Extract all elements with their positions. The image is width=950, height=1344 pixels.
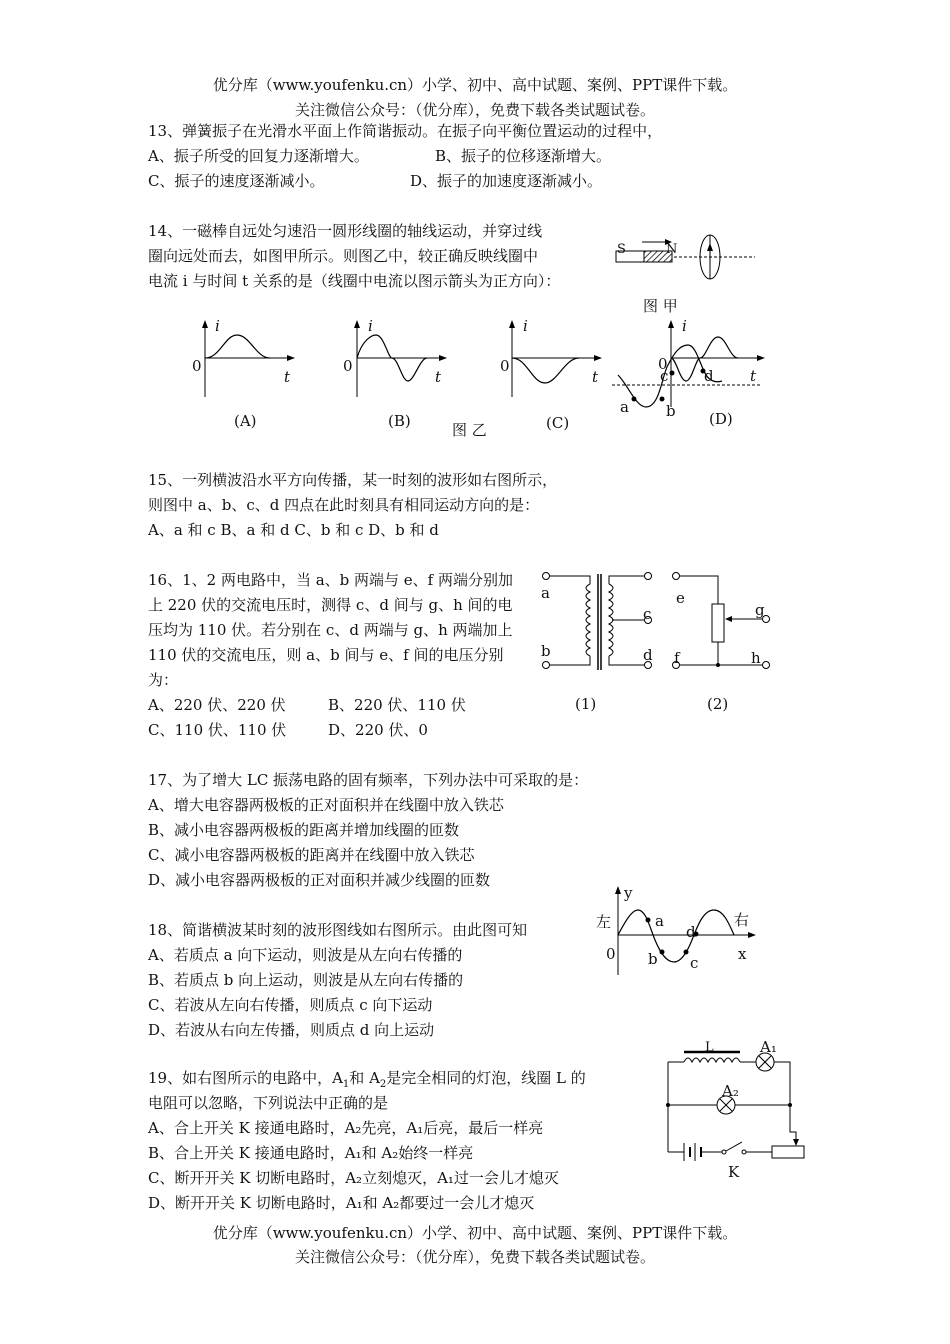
- rheostat: [772, 1146, 804, 1158]
- primary-coil: [586, 584, 590, 656]
- q15-label-a: a: [620, 398, 629, 416]
- q14-line-1: 14、一磁棒自远处匀速沿一圆形线圈的轴线运动，并穿过线: [148, 222, 543, 240]
- magnet-s-label: S: [617, 242, 626, 257]
- q15-label-c: c: [660, 367, 669, 385]
- graph-c-t-label: t: [592, 368, 599, 386]
- q13-stem: 13、弹簧振子在光滑水平面上作简谐振动。在振子向平衡位置运动的过程中，: [148, 122, 663, 140]
- graph-c-origin: 0: [500, 357, 510, 375]
- q18-option-a: A、若质点 a 向下运动，则波是从左向右传播的: [148, 946, 463, 964]
- graph-a-caption: (A): [234, 412, 257, 430]
- graph-b-origin: 0: [343, 357, 353, 375]
- lamp-a2-label: A₂: [722, 1082, 739, 1100]
- q14-line-3: 电流 i 与时间 t 关系的是（线圈中电流以图示箭头为正方向）：: [148, 272, 561, 290]
- q18-point-c: [684, 950, 689, 955]
- graph-a-i-label: i: [215, 317, 220, 335]
- terminal-c-label: c: [643, 605, 652, 623]
- q18-point-b: [660, 950, 665, 955]
- q19-circuit: [660, 1040, 810, 1165]
- q17-stem: 17、为了增大 LC 振荡电路的固有频率，下列办法中可采取的是：: [148, 771, 589, 789]
- q16-option-c: C、110 伏、110 伏: [148, 721, 287, 739]
- q13-option-c: C、振子的速度逐渐减小。: [148, 172, 325, 190]
- q18-label-b: b: [648, 950, 658, 968]
- q16-option-a: A、220 伏、220 伏: [148, 696, 286, 714]
- q18-left-label: 左: [596, 913, 612, 931]
- q14-line-2: 圈向远处而去，如图甲所示。则图乙中，较正确反映线圈中: [148, 247, 539, 265]
- q16-line-5: 为：: [148, 671, 179, 689]
- q16-line-3: 压均为 110 伏。若分别在 c、d 两端与 g、h 两端加上: [148, 621, 513, 639]
- q18-label-d: d: [686, 923, 696, 941]
- q18-option-d: D、若波从右向左传播，则质点 d 向上运动: [148, 1021, 435, 1039]
- graph-b-caption: (B): [388, 412, 411, 430]
- graph-d-t-label: t: [750, 367, 757, 385]
- coil-l: [684, 1058, 740, 1062]
- q18-point-a: [646, 918, 651, 923]
- q19-option-b: B、合上开关 K 接通电路时，A₁和 A₂始终一样亮: [148, 1144, 474, 1162]
- footer-line-1: 优分库（www.youfenku.cn）小学、初中、高中试题、案例、PPT课件下载。: [212, 1224, 738, 1242]
- q17-option-d: D、减小电容器两极板的正对面积并减少线圈的匝数: [148, 871, 491, 889]
- q18-label-a: a: [655, 912, 664, 930]
- q18-stem: 18、简谐横波某时刻的波形图线如右图所示。由此图可知: [148, 921, 528, 939]
- q16-option-d: D、220 伏、0: [328, 721, 428, 739]
- q16-line-1: 16、1、2 两电路中，当 a、b 两端与 e、f 两端分别加: [148, 571, 513, 589]
- graph-a-t-label: t: [284, 368, 291, 386]
- resistor: [712, 604, 724, 642]
- graph-a-curve: [205, 335, 270, 358]
- switch-k: [726, 1142, 742, 1151]
- header-line-2: 关注微信公众号：（优分库），免费下载各类试题试卷。: [294, 101, 655, 119]
- graph-b-i-label: i: [368, 317, 373, 335]
- q19-option-d: D、断开开关 K 切断电路时，A₁和 A₂都要过一会儿才熄灭: [148, 1194, 535, 1212]
- q18-right-label: 右: [734, 911, 750, 929]
- q19-line-2: 电阻可以忽略，下列说法中正确的是: [148, 1094, 389, 1112]
- q19-line-1: 19、如右图所示的电路中，$A_1$和 $A_2$是完全相同的灯泡，线圈 L 的: [148, 1069, 586, 1090]
- terminal-a-label: a: [541, 584, 550, 602]
- magnet-n-label: N: [666, 242, 678, 257]
- q15-label-d: d: [704, 367, 714, 385]
- graph-c-caption: (C): [546, 414, 570, 432]
- terminal-h-label: h: [751, 649, 761, 667]
- q19-option-a: A、合上开关 K 接通电路时，A₂先亮，A₁后亮，最后一样亮: [148, 1119, 544, 1137]
- q13-option-b: B、振子的位移逐渐增大。: [435, 147, 612, 165]
- q18-option-b: B、若质点 b 向上运动，则波是从左向右传播的: [148, 971, 464, 989]
- q15-label-b: b: [666, 402, 676, 420]
- terminal-d-label: d: [643, 646, 653, 664]
- q15-line-1: 15、一列横波沿水平方向传播，某一时刻的波形如右图所示，: [148, 471, 558, 489]
- graph-c-i-label: i: [523, 317, 528, 335]
- q17-option-a: A、增大电容器两极板的正对面积并在线圈中放入铁芯: [148, 796, 504, 814]
- footer-line-2: 关注微信公众号：（优分库），免费下载各类试题试卷。: [294, 1248, 655, 1266]
- terminal-e-label: e: [676, 589, 685, 607]
- q15-options: A、a 和 c B、a 和 d C、b 和 c D、b 和 d: [148, 521, 439, 539]
- q16-line-2: 上 220 伏的交流电压时，测得 c、d 间与 g、h 间的电: [148, 596, 513, 614]
- q18-y-label: y: [624, 884, 633, 902]
- slider-arrow: [725, 616, 732, 622]
- q18-wave-curve: [618, 910, 734, 962]
- graph-b-t-label: t: [435, 368, 442, 386]
- graph-c-curve: [512, 358, 579, 383]
- graph-d-i-label: i: [682, 317, 687, 335]
- q13-option-a: A、振子所受的回复力逐渐增大。: [148, 147, 369, 165]
- q16-line-4: 110 伏的交流电压，则 a、b 间与 e、f 间的电压分别: [148, 646, 504, 664]
- q15-point-c: [670, 371, 675, 376]
- q13-option-d: D、振子的加速度逐渐减小。: [410, 172, 603, 190]
- coil-l-label: L: [705, 1040, 714, 1055]
- circuit-1-caption: (1): [575, 695, 597, 713]
- q17-option-c: C、减小电容器两极板的距离并在线圈中放入铁芯: [148, 846, 475, 864]
- q18-option-c: C、若波从左向右传播，则质点 c 向下运动: [148, 996, 433, 1014]
- q18-label-c: c: [690, 954, 699, 972]
- q18-origin: 0: [606, 945, 616, 963]
- graph-a-origin: 0: [192, 357, 202, 375]
- circuit-1-transformer: [540, 570, 660, 680]
- circuit-2-potentiometer: [670, 570, 780, 680]
- q19-option-c: C、断开开关 K 切断电路时，A₂立刻熄灭，A₁过一会儿才熄灭: [148, 1169, 559, 1187]
- graph-d-caption: (D): [709, 410, 733, 428]
- q15-point-a: [632, 397, 637, 402]
- lamp-a1-label: A₁: [760, 1038, 777, 1056]
- q15-line-2: 则图中 a、b、c、d 四点在此时刻具有相同运动方向的是：: [148, 496, 540, 514]
- header-line-1: 优分库（www.youfenku.cn）小学、初中、高中试题、案例、PPT课件下载。: [212, 76, 738, 94]
- figure-jia-magnet-coil: [610, 230, 770, 300]
- q17-option-b: B、减小电容器两极板的距离并增加线圈的匝数: [148, 821, 460, 839]
- current-direction-arrow: [707, 243, 713, 251]
- q18-x-label: x: [738, 945, 747, 963]
- figure-yi-caption: 图 乙: [452, 421, 487, 439]
- q15-point-b: [660, 397, 665, 402]
- graph-d-origin: 0: [658, 355, 668, 373]
- circuit-2-caption: (2): [707, 695, 729, 713]
- switch-k-label: K: [728, 1163, 740, 1181]
- figure-jia-caption: 图 甲: [643, 297, 678, 315]
- q16-option-b: B、220 伏、110 伏: [328, 696, 466, 714]
- terminal-f-label: f: [674, 649, 680, 667]
- terminal-b-label: b: [541, 642, 551, 660]
- graph-d-and-q15-wave: [610, 315, 770, 425]
- terminal-g-label: g: [755, 601, 765, 619]
